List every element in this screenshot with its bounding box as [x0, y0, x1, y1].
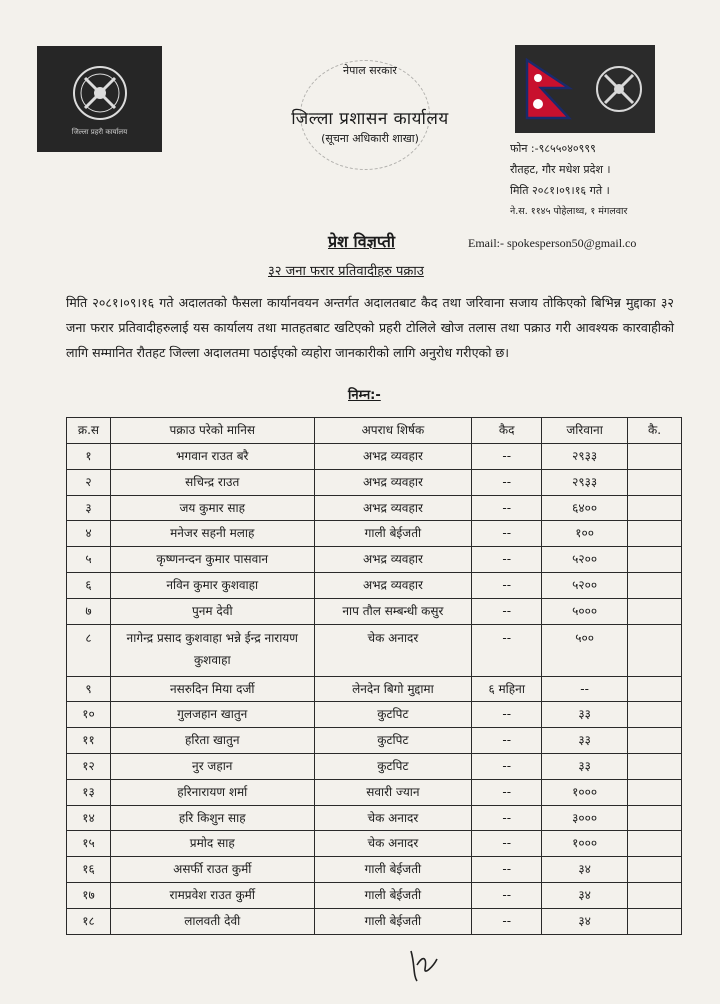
arrested-persons-table — [66, 417, 682, 935]
table-row — [67, 882, 682, 908]
cell-fine: २९३३ — [542, 469, 628, 495]
cell-serial: ५ — [67, 547, 111, 573]
cell-offence: अभद्र व्यवहार — [314, 495, 472, 521]
cell-name: नविन कुमार कुशवाहा — [110, 572, 314, 598]
table-row — [67, 857, 682, 883]
cell-offence: गाली बेईजती — [314, 857, 472, 883]
cell-offence: चेक अनादर — [314, 624, 472, 676]
cell-serial: १३ — [67, 779, 111, 805]
cell-serial: १७ — [67, 882, 111, 908]
cell-imprisonment: -- — [472, 908, 542, 934]
signature-icon — [405, 945, 445, 985]
cell-name: असर्फी राउत कुर्मी — [110, 857, 314, 883]
cell-fine: ३४ — [542, 908, 628, 934]
cell-serial: ११ — [67, 728, 111, 754]
cell-serial: १ — [67, 444, 111, 470]
cell-remarks — [628, 702, 682, 728]
cell-imprisonment: -- — [472, 831, 542, 857]
cell-name: मनेजर सहनी मलाह — [110, 521, 314, 547]
cell-offence: गाली बेईजती — [314, 908, 472, 934]
cell-remarks — [628, 624, 682, 676]
cell-imprisonment: -- — [472, 779, 542, 805]
cell-offence: चेक अनादर — [314, 805, 472, 831]
cell-fine: ३३ — [542, 702, 628, 728]
nepal-samvat-date: ने.स. ११४५ पोहेलाथ्व, १ मंगलवार — [510, 206, 628, 217]
cell-serial: १५ — [67, 831, 111, 857]
table-row — [67, 805, 682, 831]
table-row — [67, 753, 682, 779]
press-body: मिति २०८१।०९।१६ गते अदालतको फैसला कार्यानवयन अन्तर्गत अदालतबाट कैद तथा जरिवाना सजाय तोकिएको बिभिन्न मुद्दाका ३२ जना फरार प्रतिवादीहरुलाई यस कार्यालय तथा मातहतबाट खटिएको प्रहरी टोलिले खोज तलास तथा पक्राउ गरी आवश्यक कारवाहीको लागि सम्मानित रौतहट जिल्ला अदालतमा पठाईएको व्यहोरा जानकारीको लागि अनुरोध गरीएको छ। — [66, 295, 674, 360]
cell-remarks — [628, 676, 682, 702]
cell-offence: अभद्र व्यवहार — [314, 444, 472, 470]
cell-fine: ३४ — [542, 882, 628, 908]
cell-imprisonment: -- — [472, 444, 542, 470]
table-row — [67, 521, 682, 547]
cell-imprisonment: -- — [472, 882, 542, 908]
cell-remarks — [628, 444, 682, 470]
cell-name: भगवान राउत बरै — [110, 444, 314, 470]
cell-remarks — [628, 779, 682, 805]
press-subject: ३२ जना फरार प्रतिवादीहरु पक्राउ — [268, 264, 424, 279]
cell-offence: कुटपिट — [314, 753, 472, 779]
cell-imprisonment: -- — [472, 624, 542, 676]
cell-remarks — [628, 805, 682, 831]
office-address: रौतहट, गौर मधेश प्रदेश । — [510, 163, 611, 176]
cell-remarks — [628, 908, 682, 934]
cell-fine: ५००० — [542, 598, 628, 624]
cell-serial: १६ — [67, 857, 111, 883]
list-heading: निम्न:- — [348, 388, 381, 403]
cell-remarks — [628, 547, 682, 573]
cell-offence: कुटपिट — [314, 702, 472, 728]
header-imprisonment: कैद — [472, 418, 542, 444]
cell-serial: ८ — [67, 624, 111, 676]
cell-fine: १०० — [542, 521, 628, 547]
table-row — [67, 624, 682, 676]
cell-name: प्रमोद साह — [110, 831, 314, 857]
cell-imprisonment: -- — [472, 857, 542, 883]
cell-fine: ३३ — [542, 753, 628, 779]
flag-logo — [515, 45, 655, 133]
cell-offence: गाली बेईजती — [314, 882, 472, 908]
phone-number: फोन :-९८५५०४०९९९ — [510, 142, 596, 155]
table-row — [67, 598, 682, 624]
cell-offence: नाप तौल सम्बन्धी कसुर — [314, 598, 472, 624]
cell-imprisonment: -- — [472, 495, 542, 521]
cell-imprisonment: -- — [472, 547, 542, 573]
office-heading — [270, 63, 470, 146]
table-row — [67, 676, 682, 702]
cell-serial: १० — [67, 702, 111, 728]
cell-name: नुर जहान — [110, 753, 314, 779]
cell-imprisonment: -- — [472, 728, 542, 754]
cell-offence: अभद्र व्यवहार — [314, 572, 472, 598]
cell-fine: ५२०० — [542, 572, 628, 598]
header-remarks: कै. — [628, 418, 682, 444]
office-name: जिल्ला प्रशासन कार्यालय — [291, 109, 449, 129]
cell-fine: १००० — [542, 779, 628, 805]
table-row — [67, 495, 682, 521]
cell-remarks — [628, 857, 682, 883]
header-serial: क्र.स — [67, 418, 111, 444]
cell-imprisonment: -- — [472, 598, 542, 624]
cell-imprisonment: -- — [472, 572, 542, 598]
cell-name: पुनम देवी — [110, 598, 314, 624]
cell-offence: चेक अनादर — [314, 831, 472, 857]
cell-serial: ७ — [67, 598, 111, 624]
cell-remarks — [628, 728, 682, 754]
cell-offence: सवारी ज्यान — [314, 779, 472, 805]
cell-remarks — [628, 753, 682, 779]
header-fine: जरिवाना — [542, 418, 628, 444]
cell-serial: २ — [67, 469, 111, 495]
table-row — [67, 908, 682, 934]
office-section: (सूचना अधिकारी शाखा) — [321, 132, 419, 145]
cell-remarks — [628, 521, 682, 547]
cell-name: गुलजहान खातुन — [110, 702, 314, 728]
cell-fine: २९३३ — [542, 444, 628, 470]
cell-name: कृष्णनन्दन कुमार पासवान — [110, 547, 314, 573]
table-row — [67, 728, 682, 754]
table-row — [67, 444, 682, 470]
header-offence: अपराध शिर्षक — [314, 418, 472, 444]
cell-offence: लेनदेन बिगो मुद्दामा — [314, 676, 472, 702]
police-crest-icon — [593, 63, 645, 115]
cell-serial: १८ — [67, 908, 111, 934]
cell-serial: ६ — [67, 572, 111, 598]
cell-serial: ३ — [67, 495, 111, 521]
cell-serial: १२ — [67, 753, 111, 779]
cell-name: लालवती देवी — [110, 908, 314, 934]
police-emblem-icon — [69, 62, 131, 124]
police-emblem-logo — [37, 46, 162, 152]
cell-remarks — [628, 572, 682, 598]
cell-remarks — [628, 882, 682, 908]
cell-name: सचिन्द्र राउत — [110, 469, 314, 495]
cell-fine: ३३ — [542, 728, 628, 754]
cell-fine: ५०० — [542, 624, 628, 676]
cell-name: नसरुदिन मिया दर्जी — [110, 676, 314, 702]
cell-remarks — [628, 831, 682, 857]
cell-imprisonment: ६ महिना — [472, 676, 542, 702]
table-row — [67, 547, 682, 573]
table-row — [67, 831, 682, 857]
emblem-caption: जिल्ला प्रहरी कार्यालय — [71, 127, 128, 136]
table-row — [67, 469, 682, 495]
table-body — [67, 444, 682, 935]
cell-fine: -- — [542, 676, 628, 702]
cell-fine: ३४ — [542, 857, 628, 883]
cell-name: हरिता खातुन — [110, 728, 314, 754]
cell-imprisonment: -- — [472, 521, 542, 547]
cell-fine: ५२०० — [542, 547, 628, 573]
cell-offence: अभद्र व्यवहार — [314, 547, 472, 573]
cell-remarks — [628, 598, 682, 624]
cell-remarks — [628, 495, 682, 521]
cell-name: नागेन्द्र प्रसाद कुशवाहा भन्ने ईन्द्र नारायण कुशवाहा — [110, 624, 314, 676]
issue-date: मिति २०८१।०९।१६ गते । — [510, 184, 610, 197]
cell-remarks — [628, 469, 682, 495]
office-line-1: नेपाल सरकार — [343, 64, 397, 77]
cell-imprisonment: -- — [472, 702, 542, 728]
cell-serial: ९ — [67, 676, 111, 702]
nepal-flag-icon — [525, 58, 573, 120]
table-row — [67, 572, 682, 598]
cell-name: हरिनारायण शर्मा — [110, 779, 314, 805]
header-name: पक्राउ परेको मानिस — [110, 418, 314, 444]
table-row — [67, 702, 682, 728]
cell-offence: गाली बेईजती — [314, 521, 472, 547]
email-address: Email:- spokesperson50@gmail.co — [468, 236, 637, 250]
cell-imprisonment: -- — [472, 753, 542, 779]
cell-imprisonment: -- — [472, 805, 542, 831]
cell-offence: अभद्र व्यवहार — [314, 469, 472, 495]
cell-fine: ६४०० — [542, 495, 628, 521]
cell-name: हरि किशुन साह — [110, 805, 314, 831]
table-row — [67, 779, 682, 805]
press-release-title: प्रेश विज्ञप्ती — [328, 232, 396, 251]
contact-block — [510, 138, 627, 222]
cell-fine: ३००० — [542, 805, 628, 831]
table-header-row — [67, 418, 682, 444]
cell-name: जय कुमार साह — [110, 495, 314, 521]
cell-serial: ४ — [67, 521, 111, 547]
cell-name: रामप्रवेश राउत कुर्मी — [110, 882, 314, 908]
cell-imprisonment: -- — [472, 469, 542, 495]
cell-offence: कुटपिट — [314, 728, 472, 754]
cell-fine: १००० — [542, 831, 628, 857]
cell-serial: १४ — [67, 805, 111, 831]
